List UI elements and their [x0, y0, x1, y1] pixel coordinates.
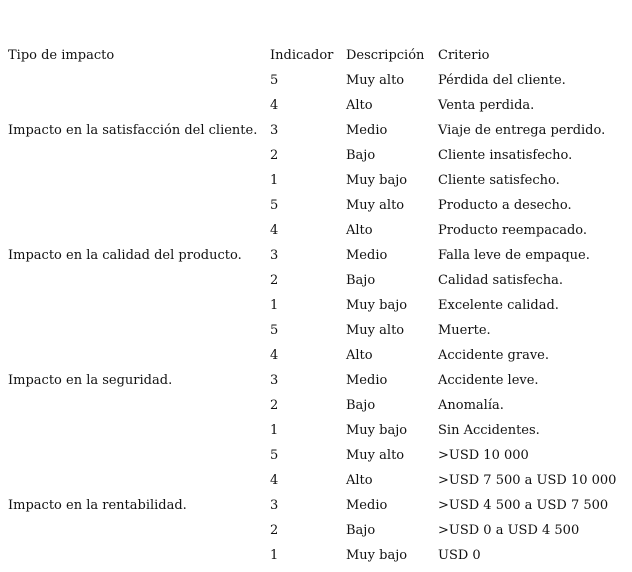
table-body	[8, 68, 628, 568]
cell-descripcion: Bajo	[346, 398, 376, 413]
cell-indicador: 5	[270, 73, 279, 88]
cell-criterio: Viaje de entrega perdido.	[438, 123, 606, 138]
cell-criterio: >USD 7 500 a USD 10 000	[438, 473, 617, 488]
table-row	[8, 218, 628, 243]
cell-indicador: 3	[270, 498, 279, 513]
table-row	[8, 518, 628, 543]
table-row	[8, 543, 628, 568]
cell-criterio: Falla leve de empaque.	[438, 248, 590, 263]
cell-descripcion: Medio	[346, 373, 388, 388]
cell-indicador: 5	[270, 448, 279, 463]
cell-indicador: 3	[270, 373, 279, 388]
cell-criterio: Cliente insatisfecho.	[438, 148, 573, 163]
cell-descripcion: Bajo	[346, 523, 376, 538]
cell-descripcion: Medio	[346, 248, 388, 263]
cell-descripcion: Alto	[346, 98, 373, 113]
cell-descripcion: Alto	[346, 348, 373, 363]
table-header-row	[8, 43, 628, 68]
cell-indicador: 1	[270, 298, 279, 313]
cell-indicador: 5	[270, 198, 279, 213]
cell-descripcion: Alto	[346, 223, 373, 238]
table-row	[8, 393, 628, 418]
cell-tipo-de-impacto: Impacto en la rentabilidad.	[8, 498, 187, 513]
cell-indicador: 1	[270, 548, 279, 563]
cell-criterio: Producto reempacado.	[438, 223, 588, 238]
cell-criterio: >USD 10 000	[438, 448, 529, 463]
cell-indicador: 2	[270, 148, 279, 163]
cell-descripcion: Bajo	[346, 273, 376, 288]
cell-descripcion: Muy bajo	[346, 548, 408, 563]
cell-criterio: Muerte.	[438, 323, 491, 338]
cell-descripcion: Muy alto	[346, 73, 405, 88]
impact-table	[8, 43, 628, 568]
cell-criterio: USD 0	[438, 548, 481, 563]
cell-indicador: 5	[270, 323, 279, 338]
table-row	[8, 318, 628, 343]
cell-tipo-de-impacto: Impacto en la calidad del producto.	[8, 248, 242, 263]
table-row	[8, 93, 628, 118]
cell-indicador: 3	[270, 248, 279, 263]
table-row	[8, 243, 628, 268]
cell-criterio: Accidente grave.	[438, 348, 550, 363]
cell-descripcion: Muy bajo	[346, 173, 408, 188]
cell-descripcion: Muy bajo	[346, 298, 408, 313]
table-row	[8, 193, 628, 218]
cell-criterio: Anomalía.	[438, 398, 504, 413]
cell-indicador: 3	[270, 123, 279, 138]
cell-criterio: Sin Accidentes.	[438, 423, 540, 438]
cell-descripcion: Bajo	[346, 148, 376, 163]
cell-indicador: 1	[270, 173, 279, 188]
cell-tipo-de-impacto: Impacto en la satisfacción del cliente.	[8, 123, 258, 138]
table-row	[8, 343, 628, 368]
cell-criterio: Producto a desecho.	[438, 198, 572, 213]
cell-descripcion: Muy alto	[346, 448, 405, 463]
cell-indicador: 2	[270, 523, 279, 538]
cell-indicador: 4	[270, 348, 279, 363]
table-row	[8, 293, 628, 318]
header-criterio: Criterio	[438, 48, 490, 63]
table-row	[8, 118, 628, 143]
cell-indicador: 4	[270, 98, 279, 113]
cell-indicador: 2	[270, 273, 279, 288]
header-descripcion: Descripción	[346, 48, 425, 63]
cell-criterio: Cliente satisfecho.	[438, 173, 560, 188]
cell-criterio: >USD 4 500 a USD 7 500	[438, 498, 609, 513]
cell-tipo-de-impacto: Impacto en la seguridad.	[8, 373, 173, 388]
cell-indicador: 1	[270, 423, 279, 438]
header-indicador: Indicador	[270, 48, 334, 63]
table-row	[8, 268, 628, 293]
table-row	[8, 368, 628, 393]
table-row	[8, 468, 628, 493]
table-row	[8, 143, 628, 168]
cell-descripcion: Muy bajo	[346, 423, 408, 438]
header-tipo-de-impacto: Tipo de impacto	[8, 48, 115, 63]
cell-descripcion: Muy alto	[346, 323, 405, 338]
cell-criterio: >USD 0 a USD 4 500	[438, 523, 580, 538]
table-row	[8, 68, 628, 93]
cell-descripcion: Medio	[346, 498, 388, 513]
table-row	[8, 443, 628, 468]
cell-criterio: Pérdida del cliente.	[438, 73, 566, 88]
cell-indicador: 2	[270, 398, 279, 413]
table-row	[8, 493, 628, 518]
cell-indicador: 4	[270, 473, 279, 488]
cell-criterio: Venta perdida.	[438, 98, 535, 113]
cell-indicador: 4	[270, 223, 279, 238]
cell-criterio: Excelente calidad.	[438, 298, 559, 313]
cell-descripcion: Muy alto	[346, 198, 405, 213]
cell-descripcion: Alto	[346, 473, 373, 488]
cell-criterio: Accidente leve.	[438, 373, 539, 388]
cell-criterio: Calidad satisfecha.	[438, 273, 564, 288]
cell-descripcion: Medio	[346, 123, 388, 138]
table-row	[8, 168, 628, 193]
table-row	[8, 418, 628, 443]
